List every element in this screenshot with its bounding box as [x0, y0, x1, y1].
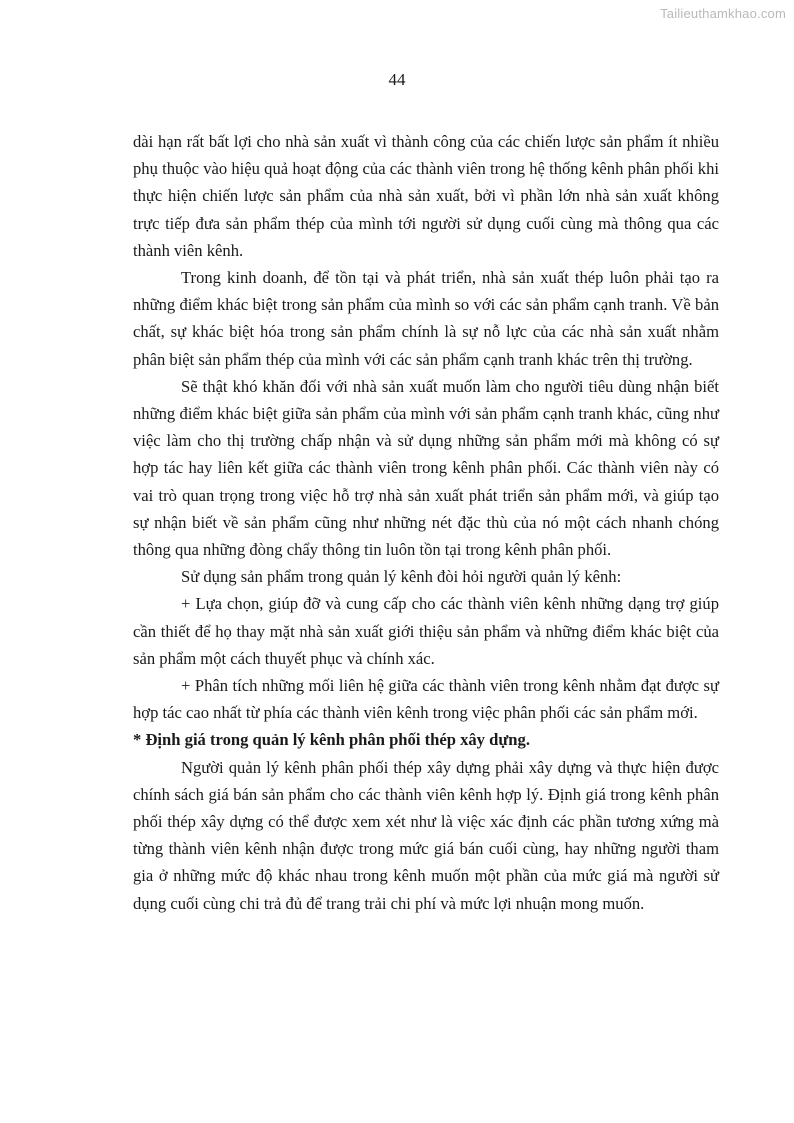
watermark-text: Tailieuthamkhao.com [660, 6, 786, 21]
paragraph-product-usage-intro: Sử dụng sản phẩm trong quản lý kênh đòi hỏi người quản lý kênh: [181, 567, 622, 587]
paragraph-continuation: dài hạn rất bất lợi cho nhà sản xuất vì thành công của các chiến lược sản phẩm ít nhiều phụ thuộc vào hiệu quả hoạt động của các thành viên trong hệ thống kênh phân phối khi thực hiện chiến lược sản phẩm của nhà sản xuất, bởi vì phần lớn nhà sản xuất không trực tiếp đưa sản phẩm thép của mình tới người sử dụng cuối cùng mà thông qua các thành viên kênh. [133, 132, 719, 260]
page-number: 44 [388, 70, 406, 89]
list-item-select-support: + Lựa chọn, giúp đỡ và cung cấp cho các thành viên kênh những dạng trợ giúp cần thiết để họ thay mặt nhà sản xuất giới thiệu sản phẩm và những điểm khác biệt của sản phẩm một cách thuyết phục và chính xác. [133, 594, 719, 668]
paragraph-pricing: Người quản lý kênh phân phối thép xây dựng phải xây dựng và thực hiện được chính sách giá bán sản phẩm cho các thành viên kênh hợp lý. Định giá trong kênh phân phối thép xây dựng có thể được xem xét như là việc xác định các phần tương xứng mà từng thành viên kênh nhận được trong mức giá bán cuối cùng, hay những người tham gia ở những mức độ khác nhau trong kênh muốn một phần của mức giá mà người sử dụng cuối cùng chi trả đủ để trang trải chi phí và mức lợi nhuận mong muốn. [133, 757, 719, 913]
paragraph-channel-cooperation: Sẽ thật khó khăn đối với nhà sản xuất muốn làm cho người tiêu dùng nhận biết những điểm khác biệt giữa sản phẩm của mình với sản phẩm cạnh tranh khác, cũng như việc làm cho thị trường chấp nhận và sử dụng những sản phẩm mới mà không có sự hợp tác hay liên kết giữa các thành viên trong kênh phân phối. Các thành viên này có vai trò quan trọng trong việc hỗ trợ nhà sản xuất phát triển sản phẩm mới, và giúp tạo sự nhận biết về sản phẩm cũng như những nét đặc thù của nó một cách nhanh chóng thông qua những đòng chẩy thông tin luôn tồn tại trong kênh phân phối. [133, 376, 719, 560]
document-body [133, 128, 719, 917]
list-item-analyze-relations: + Phân tích những mối liên hệ giữa các thành viên trong kênh nhằm đạt được sự hợp tác cao nhất từ phía các thành viên kênh trong việc phân phối các sản phẩm mới. [133, 676, 719, 723]
paragraph-product-differentiation: Trong kinh doanh, để tồn tại và phát triển, nhà sản xuất thép luôn phải tạo ra những điểm khác biệt trong sản phẩm của mình so với các sản phẩm cạnh tranh. Về bản chất, sự khác biệt hóa trong sản phẩm chính là sự nỗ lực của các nhà sản xuất nhằm phân biệt sản phẩm thép của mình với các sản phẩm cạnh tranh khác trên thị trường. [133, 268, 719, 369]
section-heading-pricing: * Định giá trong quản lý kênh phân phối thép xây dựng. [133, 730, 530, 750]
